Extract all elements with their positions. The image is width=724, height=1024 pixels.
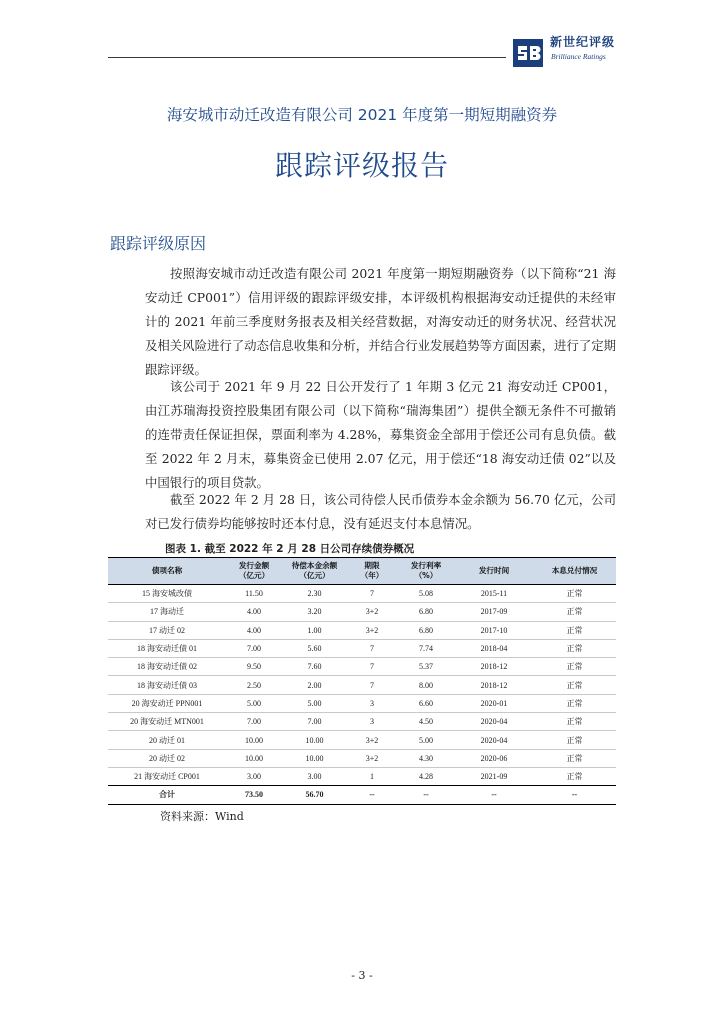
table-cell: 7.00 <box>282 713 347 731</box>
table-total-row <box>108 786 616 804</box>
column-header: 发行时间 <box>455 558 533 585</box>
table-cell: 9.50 <box>226 658 282 676</box>
table-cell: 7.00 <box>226 713 282 731</box>
table-cell: 2020-04 <box>455 713 533 731</box>
column-header: 期限 （年） <box>347 558 397 585</box>
table-cell: 18 海安动迁债 02 <box>108 658 226 676</box>
table-cell: 2.00 <box>282 676 347 694</box>
table-cell: 3.20 <box>282 603 347 621</box>
bond-table <box>108 557 616 805</box>
table-cell: 5.00 <box>397 731 455 749</box>
paragraph-outstanding-balance: 截至 2022 年 2 月 28 日，该公司待偿人民币债券本金余额为 56.70 亿元，公司对已发行债券均能够按时还本付息，没有延迟支付本息情况。 <box>145 492 616 531</box>
table-cell: 5.37 <box>397 658 455 676</box>
table-cell: 20 动迁 02 <box>108 749 226 767</box>
table-cell: 2021-09 <box>455 767 533 785</box>
table-cell: 56.70 <box>282 786 347 804</box>
table-cell: 2.30 <box>282 585 347 603</box>
table-caption: 图表 1. 截至 2022 年 2 月 28 日公司存续债券概况 <box>165 543 415 555</box>
table-cell: 10.00 <box>282 749 347 767</box>
table-cell: 正常 <box>533 767 616 785</box>
table-source-note: 资料来源：Wind <box>160 810 244 823</box>
table-row <box>108 767 616 785</box>
table-cell: 73.50 <box>226 786 282 804</box>
table-cell: 6.80 <box>397 603 455 621</box>
table-cell: 6.80 <box>397 621 455 639</box>
table-cell: -- <box>397 786 455 804</box>
table-cell: 7 <box>347 676 397 694</box>
table-cell: 7.60 <box>282 658 347 676</box>
table-cell: 2017-10 <box>455 621 533 639</box>
table-cell: 7.00 <box>226 639 282 657</box>
table-cell: 20 海安动迁 PPN001 <box>108 694 226 712</box>
table-cell: 7 <box>347 639 397 657</box>
table-cell: 5.08 <box>397 585 455 603</box>
table-cell: 正常 <box>533 639 616 657</box>
table-cell: -- <box>347 786 397 804</box>
table-cell: 正常 <box>533 694 616 712</box>
column-header: 本息兑付情况 <box>533 558 616 585</box>
brilliance-logo-icon <box>512 38 544 68</box>
table-row <box>108 713 616 731</box>
table-row <box>108 731 616 749</box>
table-cell: 4.00 <box>226 603 282 621</box>
table-row <box>108 639 616 657</box>
table-cell: 正常 <box>533 585 616 603</box>
table-cell: 5.00 <box>282 694 347 712</box>
table-cell: 5.00 <box>226 694 282 712</box>
table-cell: 正常 <box>533 676 616 694</box>
table-cell: 11.50 <box>226 585 282 603</box>
table-cell: 正常 <box>533 621 616 639</box>
table-cell: 3 <box>347 694 397 712</box>
table-cell: 2020-04 <box>455 731 533 749</box>
table-cell: 正常 <box>533 713 616 731</box>
table-cell: 10.00 <box>226 749 282 767</box>
header-rule <box>108 57 506 58</box>
table-cell: 正常 <box>533 603 616 621</box>
table-cell: 8.00 <box>397 676 455 694</box>
table-cell: 2018-12 <box>455 658 533 676</box>
table-cell: 2.50 <box>226 676 282 694</box>
table-cell: 4.50 <box>397 713 455 731</box>
table-cell: 3.00 <box>226 767 282 785</box>
table-cell: 7 <box>347 585 397 603</box>
logo-english-name: Brilliance Ratings <box>551 52 606 61</box>
table-cell: 6.60 <box>397 694 455 712</box>
table-cell: 5.60 <box>282 639 347 657</box>
paragraph-issuance-details: 该公司于 2021 年 9 月 22 日公开发行了 1 年期 3 亿元 21 海安动迁 CP001，由江苏瑞海投资控股集团有限公司（以下简称“瑞海集团”）提供全额无条件不可撤销的连带责任保证担保，票面利率为 4.28%，募集资金全部用于偿还公司有息负债。截至 2022 年 2 月末，募集资金已使用 2.07 亿元，用于偿还“18 海安动迁债 02”以及中国银行的项目贷款。 <box>145 379 616 490</box>
column-header: 发行金额 （亿元） <box>226 558 282 585</box>
table-cell: 2017-09 <box>455 603 533 621</box>
table-cell: 3+2 <box>347 603 397 621</box>
table-cell: 4.30 <box>397 749 455 767</box>
table-cell: 正常 <box>533 731 616 749</box>
table-header-row <box>108 558 616 585</box>
table-cell: 正常 <box>533 658 616 676</box>
table-cell: 2015-11 <box>455 585 533 603</box>
table-row <box>108 603 616 621</box>
table-row <box>108 585 616 603</box>
section-heading: 跟踪评级原因 <box>110 234 207 253</box>
logo-chinese-name: 新世纪评级 <box>550 35 616 49</box>
table-cell: 3+2 <box>347 749 397 767</box>
table-row <box>108 676 616 694</box>
table-cell: 17 海动迁 <box>108 603 226 621</box>
table-cell: 21 海安动迁 CP001 <box>108 767 226 785</box>
table-row <box>108 749 616 767</box>
table-cell: 2018-04 <box>455 639 533 657</box>
table-cell: 2020-01 <box>455 694 533 712</box>
paragraph-rating-basis: 按照海安城市动迁改造有限公司 2021 年度第一期短期融资券（以下简称“21 海安动迁 CP001”）信用评级的跟踪评级安排，本评级机构根据海安动迁提供的未经审计的 2021 年前三季度财务报表及相关经营数据，对海安动迁的财务状况、经营状况及相关风险进行了动态信息收集和分析，并结合行业发展趋势等方面因素，进行了定期跟踪评级。 <box>145 266 616 377</box>
table-row <box>108 694 616 712</box>
table-row <box>108 621 616 639</box>
column-header: 待偿本金余额 （亿元） <box>282 558 347 585</box>
table-cell: -- <box>455 786 533 804</box>
table-cell: 正常 <box>533 749 616 767</box>
table-cell: 20 动迁 01 <box>108 731 226 749</box>
table-cell: -- <box>533 786 616 804</box>
table-cell: 3.00 <box>282 767 347 785</box>
table-cell: 3+2 <box>347 621 397 639</box>
table-cell: 3+2 <box>347 731 397 749</box>
table-cell: 4.00 <box>226 621 282 639</box>
table-row <box>108 658 616 676</box>
table-cell: 10.00 <box>226 731 282 749</box>
table-cell: 7 <box>347 658 397 676</box>
table-cell: 2020-06 <box>455 749 533 767</box>
report-title: 跟踪评级报告 <box>274 149 449 182</box>
column-header: 债项名称 <box>108 558 226 585</box>
table-cell: 18 海安动迁债 01 <box>108 639 226 657</box>
table-cell: 2018-12 <box>455 676 533 694</box>
table-cell: 17 动迁 02 <box>108 621 226 639</box>
table-cell: 1.00 <box>282 621 347 639</box>
table-cell: 合计 <box>108 786 226 804</box>
page-number: - 3 - <box>351 969 373 982</box>
table-cell: 18 海安动迁债 03 <box>108 676 226 694</box>
table-cell: 1 <box>347 767 397 785</box>
column-header: 发行利率 （%） <box>397 558 455 585</box>
table-cell: 3 <box>347 713 397 731</box>
report-subject-title: 海安城市动迁改造有限公司 2021 年度第一期短期融资券 <box>166 106 558 124</box>
table-cell: 15 海安城改债 <box>108 585 226 603</box>
table-cell: 7.74 <box>397 639 455 657</box>
table-cell: 20 海安动迁 MTN001 <box>108 713 226 731</box>
table-cell: 4.28 <box>397 767 455 785</box>
table-cell: 10.00 <box>282 731 347 749</box>
